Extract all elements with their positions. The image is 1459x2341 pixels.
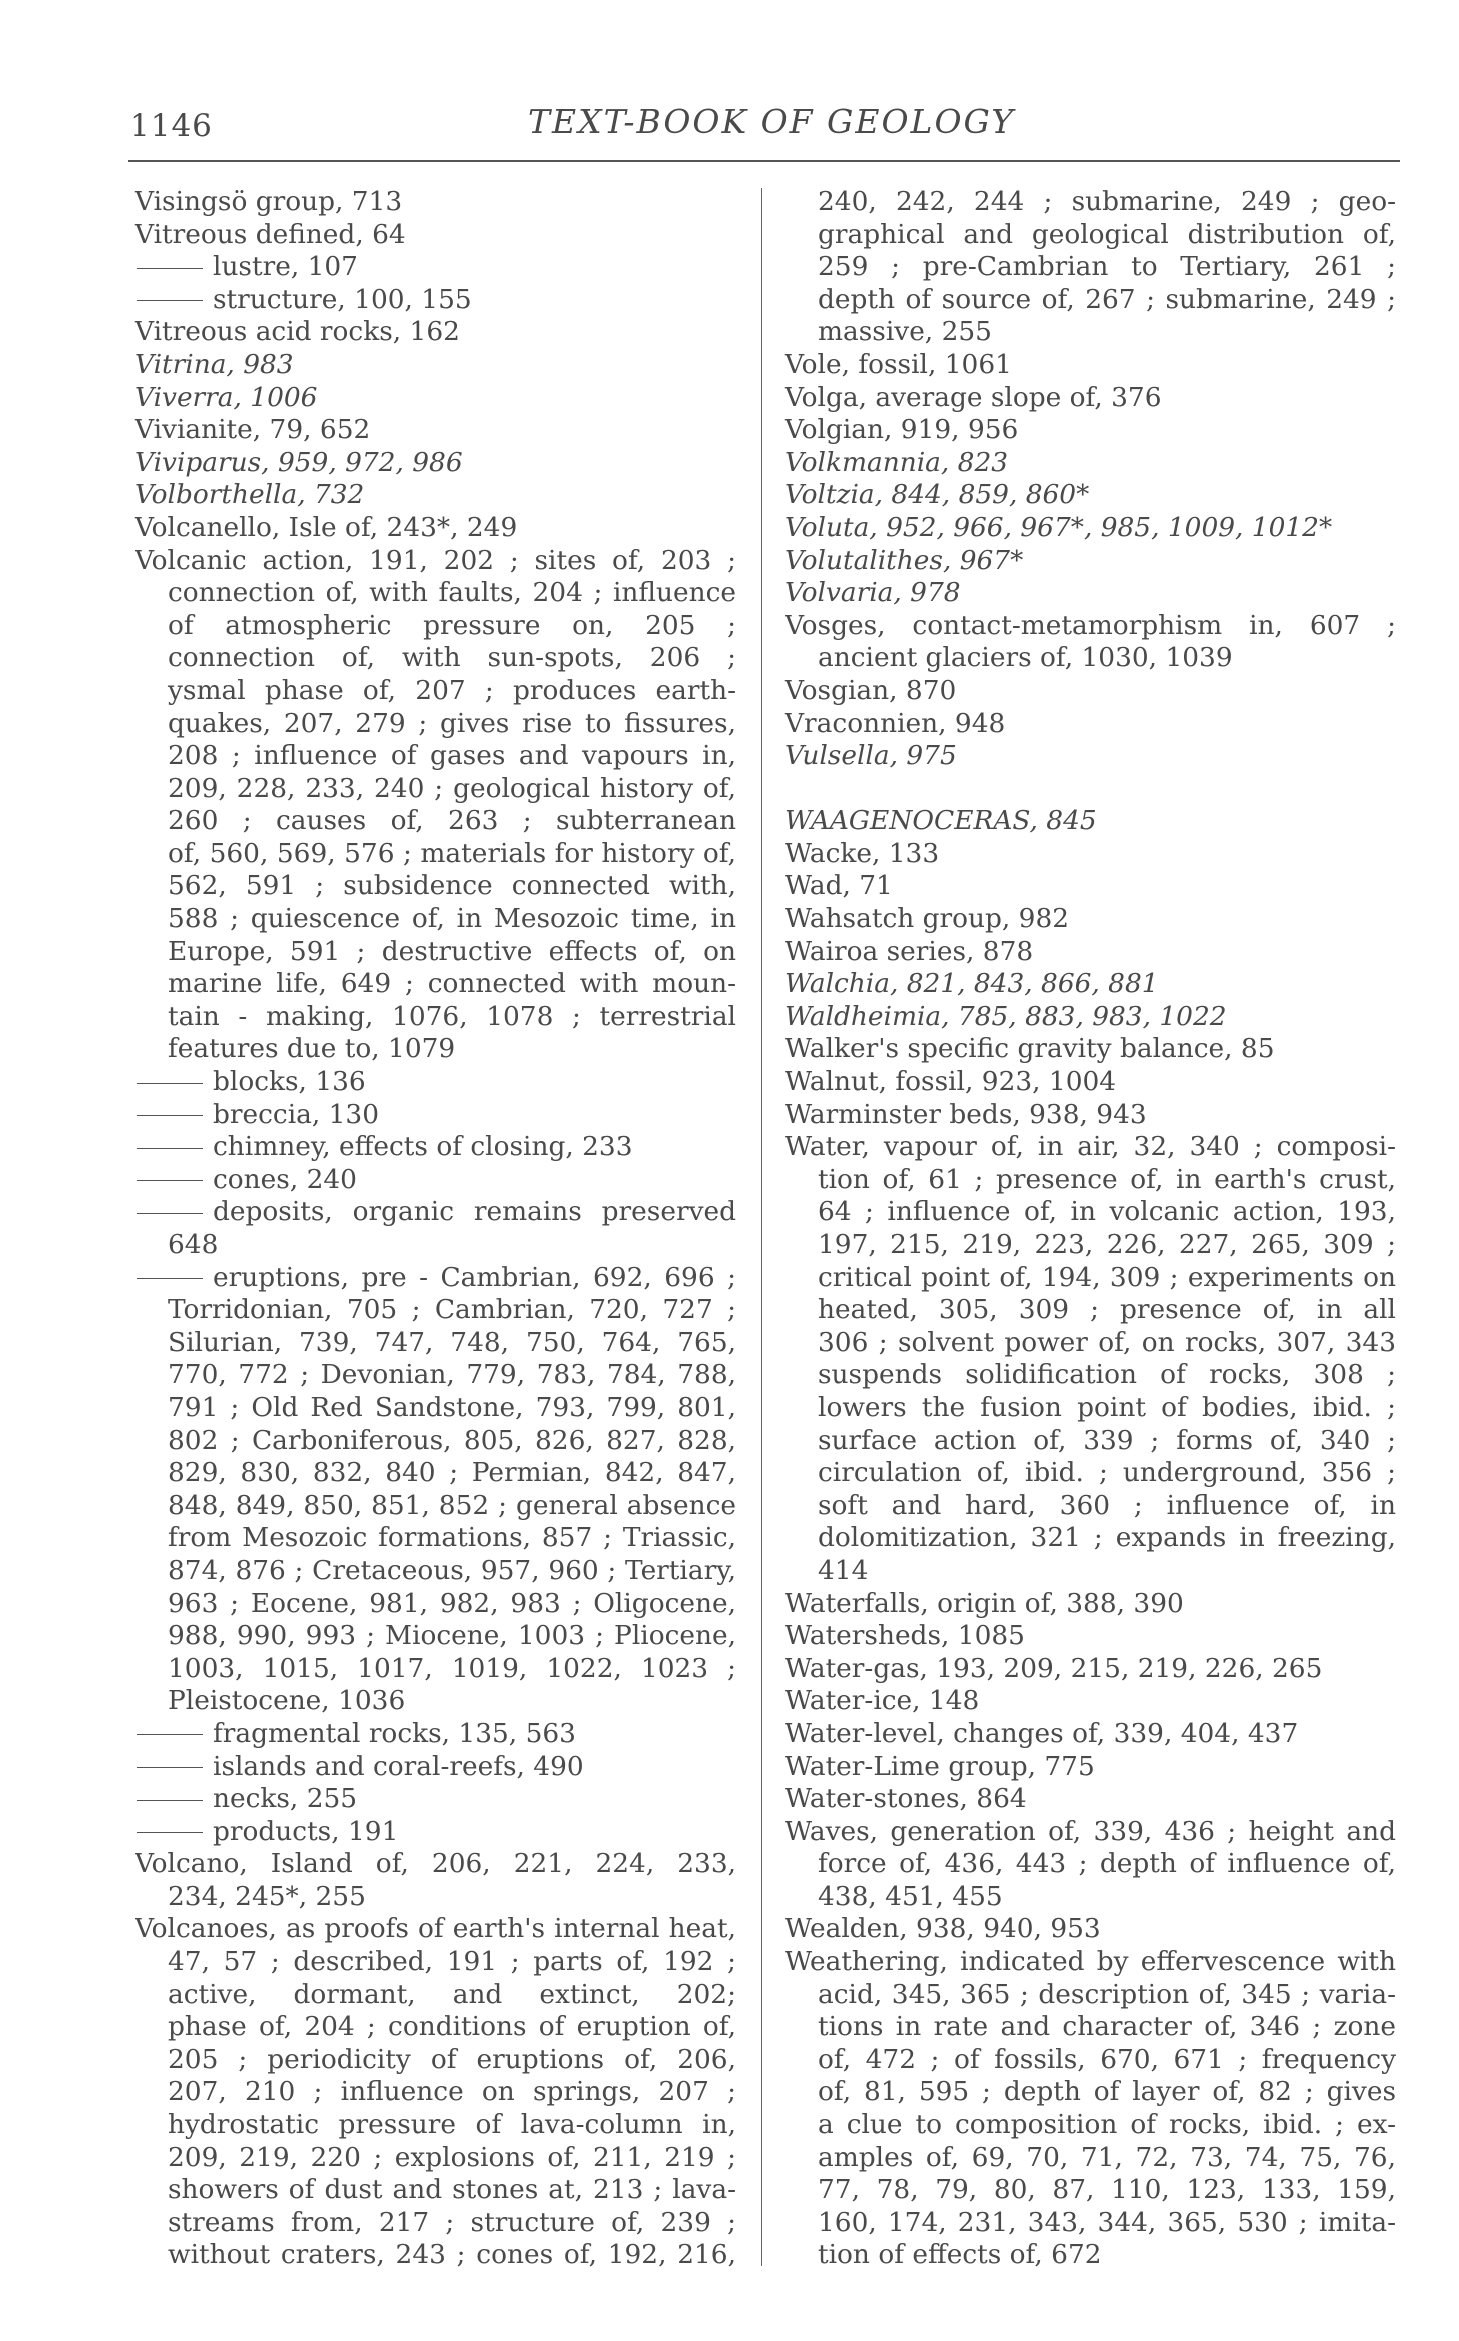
index-subentry — [135, 1751, 736, 1784]
entry-text: Water, vapour of, in air, 32, 340 ; composi- — [785, 1131, 1396, 1163]
entry-text: circulation of, ibid. ; underground, 356 ; — [818, 1457, 1396, 1489]
index-entry-continuation — [785, 2174, 1396, 2207]
index-entry — [785, 1653, 1396, 1686]
column-divider — [761, 188, 762, 2266]
index-entry-continuation — [135, 903, 736, 936]
index-entry — [785, 512, 1396, 545]
entry-text: Volutalithes, 967* — [785, 544, 1024, 576]
entry-text: Pleistocene, 1036 — [168, 1685, 406, 1717]
index-entry-continuation — [135, 2011, 736, 2044]
ditto-dash — [137, 1800, 203, 1801]
index-entry — [785, 1783, 1396, 1816]
index-entry-continuation — [135, 1653, 736, 1686]
ditto-dash — [137, 1083, 203, 1084]
index-entry — [135, 316, 736, 349]
entry-text: Volborthella, 732 — [135, 479, 365, 511]
index-entry-continuation — [135, 740, 736, 773]
index-entry — [785, 479, 1396, 512]
entry-text: Voltzia, 844, 859, 860* — [785, 479, 1090, 511]
index-entry-continuation — [135, 642, 736, 675]
index-subentry — [135, 284, 736, 317]
index-entry — [135, 447, 736, 480]
index-entry-continuation — [785, 1294, 1396, 1327]
entry-text: lowers the fusion point of bodies, ibid. ; — [818, 1391, 1396, 1423]
entry-text: 209, 228, 233, 240 ; geological history of, — [168, 772, 736, 804]
entry-text: 874, 876 ; Cretaceous, 957, 960 ; Tertiary, — [168, 1554, 736, 1586]
entry-text: surface action of, 339 ; forms of, 340 ; — [818, 1424, 1396, 1456]
index-entry-continuation — [135, 1294, 736, 1327]
entry-text: Vosgian, 870 — [785, 674, 957, 706]
index-entry — [785, 1816, 1396, 1849]
entry-text: 848, 849, 850, 851, 852 ; general absence — [168, 1489, 736, 1521]
entry-text: 648 — [168, 1229, 219, 1260]
index-entry-continuation — [135, 577, 736, 610]
entry-text: critical point of, 194, 309 ; experiments on — [818, 1261, 1396, 1293]
entry-text: Walchia, 821, 843, 866, 881 — [785, 968, 1159, 1000]
index-entry-continuation — [785, 1457, 1396, 1490]
index-entry-continuation — [135, 1001, 736, 1034]
index-entry — [785, 708, 1396, 741]
ditto-dash — [137, 1213, 203, 1214]
index-entry-continuation — [785, 1555, 1396, 1588]
index-column-left — [135, 186, 736, 2272]
entry-text: Waves, generation of, 339, 436 ; height and — [785, 1815, 1396, 1847]
index-entry-continuation — [785, 186, 1396, 219]
entry-text: necks, 255 — [213, 1783, 358, 1815]
entry-text: Water-gas, 193, 209, 215, 219, 226, 265 — [785, 1652, 1323, 1684]
index-entry-continuation — [135, 1881, 736, 1914]
entry-text: of atmospheric pressure on, 205 ; — [168, 609, 736, 641]
entry-text: Waldheimia, 785, 883, 983, 1022 — [785, 1000, 1227, 1032]
index-subentry — [135, 1099, 736, 1132]
entry-text: Vitreous defined, 64 — [135, 218, 406, 250]
index-entry-continuation — [135, 773, 736, 806]
index-entry-continuation — [785, 1196, 1396, 1229]
entry-text: tain - making, 1076, 1078 ; terrestrial — [168, 1000, 736, 1032]
entry-text: Vraconnien, 948 — [785, 707, 1006, 739]
entry-text: Vole, fossil, 1061 — [785, 348, 1012, 380]
entry-text: 207, 210 ; influence on springs, 207 ; — [168, 2076, 736, 2108]
index-entry — [135, 1913, 736, 1946]
entry-text: chimney, effects of closing, 233 — [213, 1131, 633, 1163]
index-entry-continuation — [135, 1588, 736, 1621]
index-entry-continuation — [785, 2109, 1396, 2142]
entry-text: hydrostatic pressure of lava-column in, — [168, 2109, 736, 2141]
entry-text: 208 ; influence of gases and vapours in, — [168, 740, 736, 772]
entry-text: Weathering, indicated by effervescence with — [785, 1946, 1396, 1978]
index-entry-continuation — [785, 2239, 1396, 2272]
entry-text: soft and hard, 360 ; influence of, in — [818, 1489, 1396, 1521]
index-subentry — [135, 1816, 736, 1849]
entry-text: Wealden, 938, 940, 953 — [785, 1913, 1101, 1945]
index-entry — [785, 838, 1396, 871]
index-entry — [135, 512, 736, 545]
index-entry — [135, 1848, 736, 1881]
entry-text: Walnut, fossil, 923, 1004 — [785, 1066, 1117, 1098]
index-entry — [135, 382, 736, 415]
entry-text: graphical and geological distribution of, — [818, 218, 1396, 250]
index-entry-continuation — [135, 2109, 736, 2142]
index-entry-continuation — [135, 838, 736, 871]
index-entry-continuation — [135, 870, 736, 903]
entry-text: depth of source of, 267 ; submarine, 249 ; — [818, 283, 1396, 315]
index-entry — [785, 1913, 1396, 1946]
entry-text: Viverra, 1006 — [135, 381, 318, 413]
entry-text: 205 ; periodicity of eruptions of, 206, — [168, 2043, 736, 2075]
entry-text: ancient glaciers of, 1030, 1039 — [818, 642, 1233, 674]
entry-text: suspends solidification of rocks, 308 ; — [818, 1359, 1396, 1391]
ditto-dash — [137, 268, 203, 269]
index-entry-continuation — [135, 1425, 736, 1458]
entry-text: a clue to composition of rocks, ibid. ; ex- — [818, 2109, 1396, 2141]
index-entry — [785, 1946, 1396, 1979]
entry-text: Volgian, 919, 956 — [785, 414, 1019, 446]
entry-text: heated, 305, 309 ; presence of, in all — [818, 1294, 1396, 1326]
entry-text: Vitreous acid rocks, 162 — [135, 316, 460, 348]
entry-text: dolomitization, 321 ; expands in freezing, — [818, 1522, 1396, 1554]
index-entry — [785, 447, 1396, 480]
entry-text: 209, 219, 220 ; explosions of, 211, 219 ; — [168, 2141, 736, 2173]
entry-text: breccia, 130 — [213, 1098, 380, 1130]
entry-text: connection of, with faults, 204 ; influence — [168, 577, 736, 609]
entry-text: Volvaria, 978 — [785, 577, 961, 609]
entry-text: massive, 255 — [818, 316, 992, 348]
index-entry-continuation — [785, 1164, 1396, 1197]
entry-text: 963 ; Eocene, 981, 982, 983 ; Oligocene, — [168, 1587, 736, 1619]
index-entry-continuation — [135, 1229, 736, 1262]
entry-text: eruptions, pre - Cambrian, 692, 696 ; — [213, 1261, 736, 1293]
index-entry-continuation — [135, 1620, 736, 1653]
index-entry-continuation — [785, 1392, 1396, 1425]
index-entry — [135, 479, 736, 512]
index-entry — [785, 1001, 1396, 1034]
index-entry-continuation — [135, 1327, 736, 1360]
entry-text: Volcanello, Isle of, 243*, 249 — [135, 511, 518, 543]
index-entry — [135, 219, 736, 252]
entry-text: Volga, average slope of, 376 — [785, 381, 1162, 413]
index-entry-continuation — [135, 2142, 736, 2175]
index-entry-continuation — [785, 1425, 1396, 1458]
entry-text: without craters, 243 ; cones of, 192, 216, — [168, 2239, 736, 2271]
ditto-dash — [137, 300, 203, 301]
index-entry-continuation — [135, 1555, 736, 1588]
index-entry-continuation — [785, 1359, 1396, 1392]
entry-text: from Mesozoic formations, 857 ; Triassic, — [168, 1522, 736, 1554]
index-entry-continuation — [135, 2076, 736, 2109]
index-entry — [785, 1620, 1396, 1653]
entry-text: phase of, 204 ; conditions of eruption of, — [168, 2011, 736, 2043]
entry-text: 77, 78, 79, 80, 87, 110, 123, 133, 159, — [818, 2174, 1396, 2206]
index-entry-continuation — [785, 251, 1396, 284]
entry-text: 260 ; causes of, 263 ; subterranean — [168, 805, 736, 837]
index-entry — [785, 1066, 1396, 1099]
index-entry-continuation — [135, 2174, 736, 2207]
index-subentry — [135, 1164, 736, 1197]
entry-text: Volcanoes, as proofs of earth's internal heat, — [135, 1913, 736, 1945]
entry-text: Warminster beds, 938, 943 — [785, 1098, 1147, 1130]
entry-text: Wairoa series, 878 — [785, 935, 1034, 967]
entry-text: Viviparus, 959, 972, 986 — [135, 446, 463, 478]
index-entry — [785, 1588, 1396, 1621]
index-entry-continuation — [135, 1490, 736, 1523]
entry-text: marine life, 649 ; connected with moun- — [168, 968, 736, 1000]
entry-text: 588 ; quiescence of, in Mesozoic time, in — [168, 903, 736, 935]
entry-text: 562, 591 ; subsidence connected with, — [168, 870, 736, 902]
index-entry — [785, 382, 1396, 415]
entry-text: 197, 215, 219, 223, 226, 227, 265, 309 ; — [818, 1229, 1396, 1260]
index-entry-continuation — [785, 1490, 1396, 1523]
entry-text: lustre, 107 — [213, 251, 358, 283]
index-subentry — [135, 1066, 736, 1099]
entry-text: quakes, 207, 279 ; gives rise to fissures, — [168, 707, 736, 739]
entry-text: Vivianite, 79, 652 — [135, 414, 371, 446]
ditto-dash — [137, 1180, 203, 1181]
entry-text: Wad, 71 — [785, 870, 893, 902]
ditto-dash — [137, 1278, 203, 1279]
page-number: 1146 — [130, 108, 213, 144]
entry-text: Water-Lime group, 775 — [785, 1750, 1095, 1782]
entry-text: features due to, 1079 — [168, 1033, 456, 1065]
index-entry-continuation — [135, 1033, 736, 1066]
entry-text: connection of, with sun-spots, 206 ; — [168, 642, 736, 674]
ditto-dash — [137, 1115, 203, 1116]
index-subentry — [135, 1262, 736, 1295]
entry-text: structure, 100, 155 — [213, 283, 472, 315]
index-entry — [785, 577, 1396, 610]
entry-text: Visingsö group, 713 — [135, 186, 403, 217]
entry-text: Waterfalls, origin of, 388, 390 — [785, 1587, 1184, 1619]
entry-text: Wacke, 133 — [785, 837, 940, 869]
header-rule — [128, 160, 1400, 162]
entry-text: 259 ; pre-Cambrian to Tertiary, 261 ; — [818, 251, 1396, 283]
index-entry — [785, 349, 1396, 382]
index-subentry — [135, 1196, 736, 1229]
entry-text: Voluta, 952, 966, 967*, 985, 1009, 1012* — [785, 511, 1333, 543]
index-entry — [135, 414, 736, 447]
section-gap — [785, 773, 1396, 806]
index-entry — [785, 675, 1396, 708]
index-entry-continuation — [785, 1848, 1396, 1881]
index-entry-continuation — [135, 610, 736, 643]
ditto-dash — [137, 1148, 203, 1149]
entry-text: Europe, 591 ; destructive effects of, on — [168, 935, 736, 967]
entry-text: Silurian, 739, 747, 748, 750, 764, 765, — [168, 1326, 736, 1358]
entry-text: of, 472 ; of fossils, 670, 671 ; frequency — [818, 2043, 1396, 2075]
entry-text: Vulsella, 975 — [785, 740, 957, 772]
index-entry-continuation — [135, 936, 736, 969]
entry-text: amples of, 69, 70, 71, 72, 73, 74, 75, 76, — [818, 2141, 1396, 2173]
index-entry — [785, 1131, 1396, 1164]
entry-text: tions in rate and character of, 346 ; zone — [818, 2011, 1396, 2043]
entry-text: ysmal phase of, 207 ; produces earth- — [168, 674, 736, 706]
index-entry — [785, 740, 1396, 773]
index-entry-continuation — [135, 2207, 736, 2240]
ditto-dash — [137, 1767, 203, 1768]
index-subentry — [135, 1131, 736, 1164]
entry-text: Volkmannia, 823 — [785, 446, 1009, 478]
entry-text: force of, 436, 443 ; depth of influence of, — [818, 1848, 1396, 1880]
index-entry-continuation — [785, 1262, 1396, 1295]
index-entry-continuation — [135, 1685, 736, 1718]
entry-text: 988, 990, 993 ; Miocene, 1003 ; Pliocene, — [168, 1620, 736, 1652]
entry-text: active, dormant, and extinct, 202; — [168, 1978, 736, 2010]
entry-text: 1003, 1015, 1017, 1019, 1022, 1023 ; — [168, 1652, 736, 1684]
entry-text: Walker's specific gravity balance, 85 — [785, 1033, 1275, 1065]
index-entry — [785, 545, 1396, 578]
index-entry-continuation — [785, 1229, 1396, 1262]
index-entry-continuation — [785, 219, 1396, 252]
entry-text: deposits, organic remains preserved — [213, 1196, 736, 1228]
entry-text: fragmental rocks, 135, 563 — [213, 1717, 576, 1749]
index-entry-continuation — [785, 2011, 1396, 2044]
index-entry — [785, 805, 1396, 838]
entry-text: showers of dust and stones at, 213 ; lava- — [168, 2174, 736, 2206]
index-entry-continuation — [785, 2076, 1396, 2109]
index-entry — [785, 1751, 1396, 1784]
entry-text: Wahsatch group, 982 — [785, 903, 1070, 935]
entry-text: of, 81, 595 ; depth of layer of, 82 ; gives — [818, 2076, 1396, 2108]
entry-text: 64 ; influence of, in volcanic action, 193, — [818, 1196, 1396, 1228]
index-entry-continuation — [135, 1392, 736, 1425]
index-subentry — [135, 1783, 736, 1816]
index-entry-continuation — [135, 805, 736, 838]
entry-text: 438, 451, 455 — [818, 1880, 1003, 1912]
entry-text: Vosges, contact-metamorphism in, 607 ; — [785, 609, 1396, 641]
index-column-right — [785, 186, 1396, 2272]
entry-text: 240, 242, 244 ; submarine, 249 ; geo- — [818, 186, 1396, 217]
index-entry-continuation — [785, 2207, 1396, 2240]
entry-text: 414 — [818, 1554, 869, 1586]
index-entry — [785, 610, 1396, 643]
index-entry-continuation — [785, 1327, 1396, 1360]
index-entry — [785, 968, 1396, 1001]
index-entry-continuation — [785, 1522, 1396, 1555]
entry-text: Volcano, Island of, 206, 221, 224, 233, — [135, 1848, 736, 1880]
entry-text: streams from, 217 ; structure of, 239 ; — [168, 2206, 736, 2238]
index-entry-continuation — [785, 2044, 1396, 2077]
entry-text: cones, 240 — [213, 1163, 357, 1195]
index-entry-continuation — [785, 284, 1396, 317]
entry-text: 802 ; Carboniferous, 805, 826, 827, 828, — [168, 1424, 736, 1456]
index-entry — [135, 349, 736, 382]
index-entry-continuation — [135, 1359, 736, 1392]
entry-text: Vitrina, 983 — [135, 348, 294, 380]
entry-text: blocks, 136 — [213, 1066, 366, 1098]
entry-text: WAAGENOCERAS, 845 — [785, 805, 1097, 837]
ditto-dash — [137, 1734, 203, 1735]
index-entry-continuation — [135, 2044, 736, 2077]
index-entry — [785, 936, 1396, 969]
entry-text: Water-stones, 864 — [785, 1783, 1027, 1815]
entry-text: Water-level, changes of, 339, 404, 437 — [785, 1717, 1299, 1749]
index-entry — [785, 1099, 1396, 1132]
index-entry — [785, 414, 1396, 447]
index-entry — [135, 545, 736, 578]
entry-text: Torridonian, 705 ; Cambrian, 720, 727 ; — [168, 1294, 736, 1326]
index-entry — [785, 1685, 1396, 1718]
index-entry-continuation — [135, 675, 736, 708]
index-entry-continuation — [135, 708, 736, 741]
entry-text: Watersheds, 1085 — [785, 1620, 1025, 1652]
index-entry-continuation — [135, 968, 736, 1001]
index-entry — [785, 1718, 1396, 1751]
index-entry-continuation — [135, 1522, 736, 1555]
entry-text: tion of effects of, 672 — [818, 2239, 1102, 2271]
entry-text: 306 ; solvent power of, on rocks, 307, 343 — [818, 1326, 1396, 1358]
index-entry — [785, 870, 1396, 903]
index-subentry — [135, 251, 736, 284]
entry-text: 829, 830, 832, 840 ; Permian, 842, 847, — [168, 1457, 736, 1489]
index-entry — [785, 1033, 1396, 1066]
entry-text: islands and coral-reefs, 490 — [213, 1750, 584, 1782]
index-entry-continuation — [135, 2239, 736, 2272]
entry-text: Water-ice, 148 — [785, 1685, 980, 1717]
index-entry — [785, 903, 1396, 936]
entry-text: 47, 57 ; described, 191 ; parts of, 192 ; — [168, 1946, 736, 1978]
running-title: TEXT-BOOK OF GEOLOGY — [528, 102, 1016, 141]
index-entry-continuation — [785, 2142, 1396, 2175]
entry-text: acid, 345, 365 ; description of, 345 ; varia- — [818, 1978, 1396, 2010]
index-subentry — [135, 1718, 736, 1751]
index-entry-continuation — [135, 1979, 736, 2012]
index-entry-continuation — [785, 642, 1396, 675]
index-entry-continuation — [785, 1979, 1396, 2012]
entry-text: 234, 245*, 255 — [168, 1880, 366, 1912]
entry-text: 791 ; Old Red Sandstone, 793, 799, 801, — [168, 1391, 736, 1423]
index-entry — [135, 186, 736, 219]
index-entry-continuation — [785, 1881, 1396, 1914]
entry-text: products, 191 — [213, 1815, 399, 1847]
entry-text: tion of, 61 ; presence of, in earth's crust, — [818, 1163, 1396, 1195]
entry-text: Volcanic action, 191, 202 ; sites of, 203 ; — [135, 544, 736, 576]
index-entry-continuation — [135, 1946, 736, 1979]
entry-text: 160, 174, 231, 343, 344, 365, 530 ; imita- — [818, 2206, 1396, 2238]
index-entry-continuation — [785, 316, 1396, 349]
ditto-dash — [137, 1832, 203, 1833]
entry-text: 770, 772 ; Devonian, 779, 783, 784, 788, — [168, 1359, 736, 1391]
entry-text: of, 560, 569, 576 ; materials for history of, — [168, 837, 736, 869]
index-entry-continuation — [135, 1457, 736, 1490]
